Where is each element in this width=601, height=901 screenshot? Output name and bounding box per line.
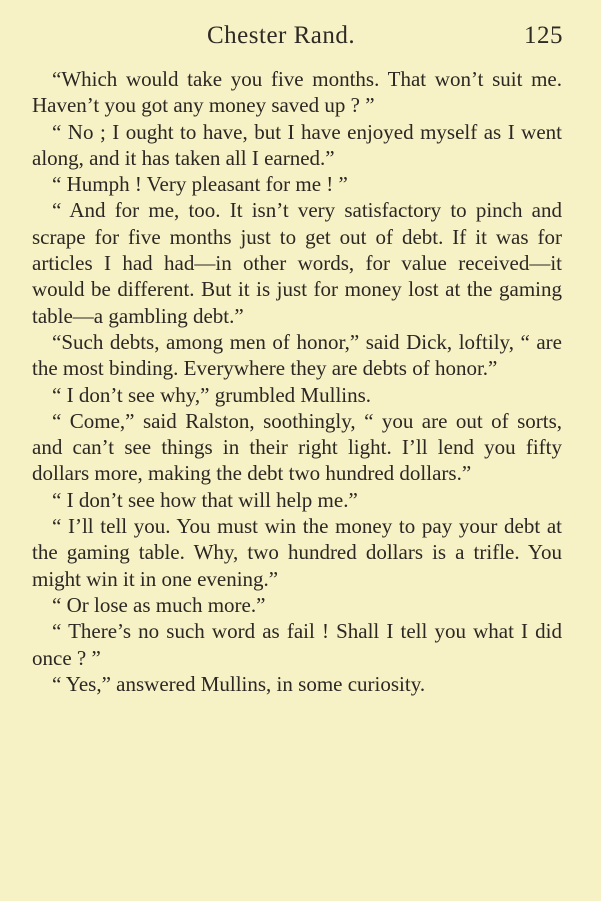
paragraph: “ There’s no such word as fail ! Shall I tell you what I did once ? ” [32,619,562,670]
running-header [32,22,563,54]
paragraph: “ I don’t see why,” grumbled Mullins. [52,382,372,407]
paragraph: “Such debts, among men of honor,” said Dick, loftily, “ are the most binding. Everywhere they are debts of honor.” [32,329,562,381]
paragraph: “Which would take you five months. That won’t suit me. Haven’t you got any money saved up ? ” [32,67,562,118]
paragraph: “ Come,” said Ralston, soothingly, “ you are out of sorts, and can’t see things in their right light. I’ll lend you fifty dollars more, making the debt two hundred dollars.” [32,408,562,486]
paragraph: “ I’ll tell you. You must win the money to pay your debt at the gaming table. Why, two hundred dollars is a trifle. You might win it in one evening.” [32,514,562,591]
paragraph: “ No ; I ought to have, but I have enjoyed myself as I went along, and it has taken all I earned.” [32,119,562,170]
paragraph: “ Yes,” answered Mullins, in some curiosity. [52,671,426,696]
page-number: 125 [524,22,563,49]
paragraph: “ I don’t see how that will help me.” [52,487,358,512]
paragraph: “ Or lose as much more.” [52,592,266,617]
running-title: Chester Rand. [207,22,356,49]
paragraph: “ And for me, too. It isn’t very satisfactory to pinch and scrape for five months just to get out of debt. If it was for articles I had had—in other words, for value received—it would be different. But it is just for money lost at the gaming table—a gambling debt.” [32,198,562,328]
paragraph: “ Humph ! Very pleasant for me ! ” [52,172,348,197]
page-body [32,66,562,697]
